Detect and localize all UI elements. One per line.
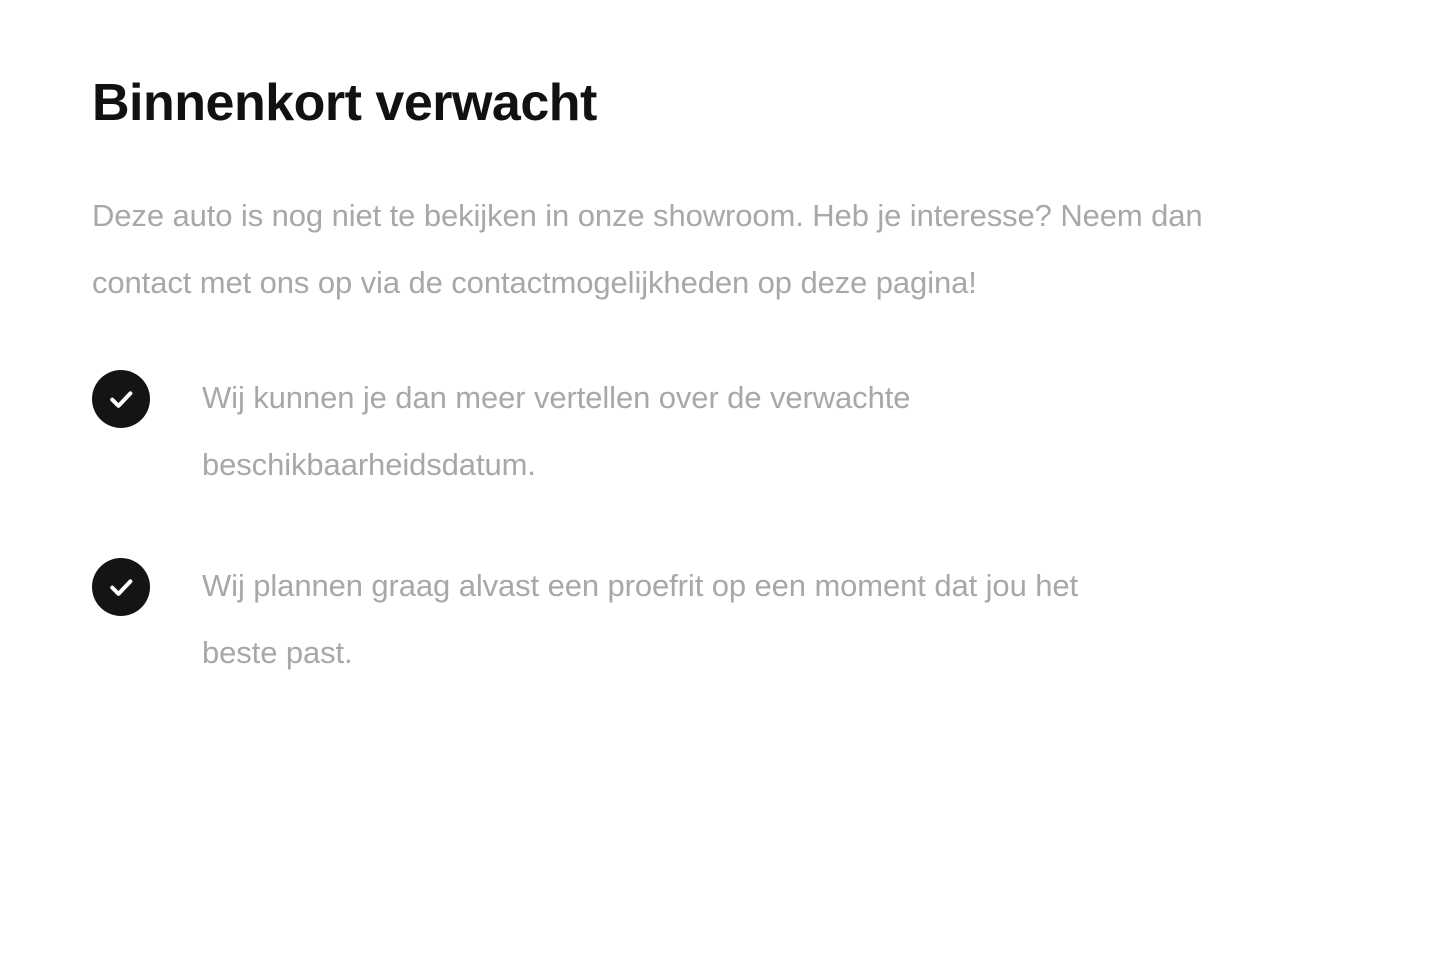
list-item (92, 552, 1348, 686)
check-circle-icon (92, 558, 150, 616)
list-item (92, 364, 1348, 498)
benefit-text: Wij plannen graag alvast een proefrit op een moment dat jou het beste past. (202, 568, 1079, 670)
benefit-text: Wij kunnen je dan meer vertellen over de verwachte beschikbaarheidsdatum. (202, 380, 911, 482)
check-circle-icon (92, 370, 150, 428)
panel-intro-text: Deze auto is nog niet te bekijken in onze showroom. Heb je interesse? Neem dan contact met ons op via de contactmogelijkheden op deze pagina! (92, 198, 1203, 300)
benefits-list (92, 364, 1348, 686)
page-title: Binnenkort verwacht (92, 74, 597, 132)
